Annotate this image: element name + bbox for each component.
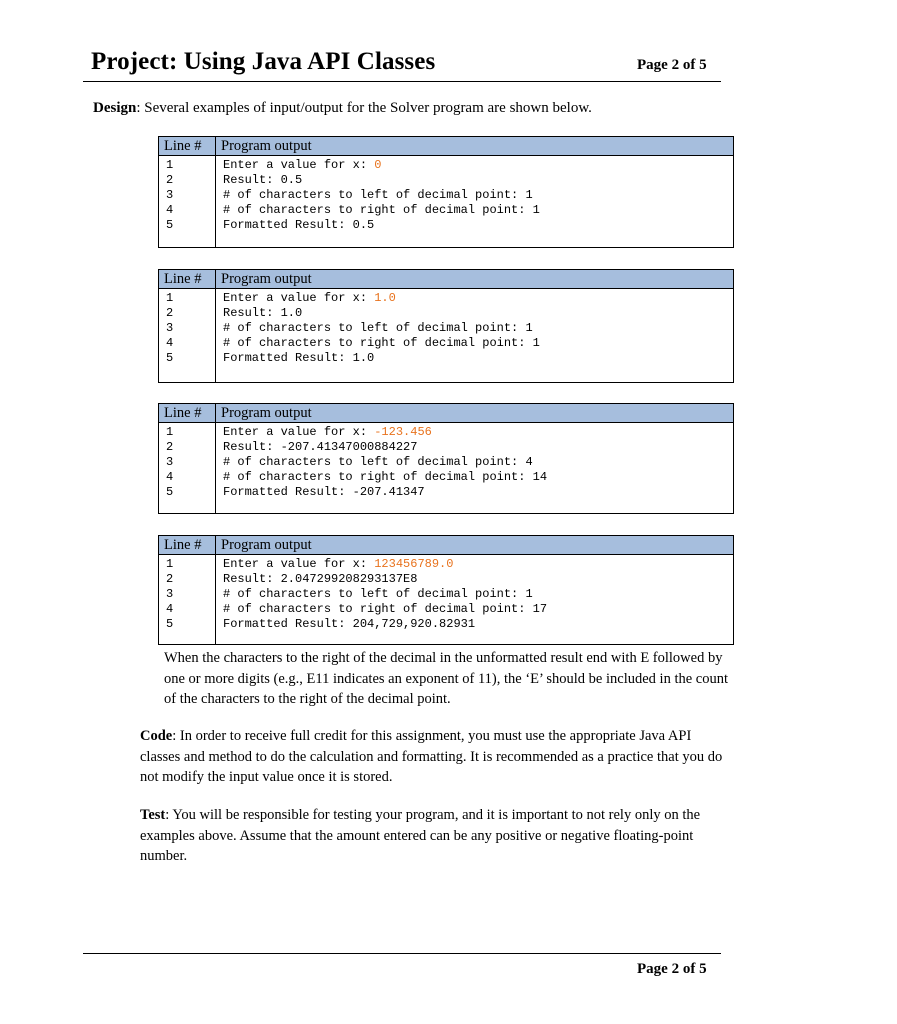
output-line: # of characters to left of decimal point: 1 xyxy=(223,321,533,335)
input-value: -123.456 xyxy=(374,425,432,439)
output-line: Result: -207.41347000884227 xyxy=(223,440,418,454)
line-number: 2 xyxy=(166,572,174,586)
output-lines-cell xyxy=(216,423,734,514)
line-number: 2 xyxy=(166,306,174,320)
output-line: # of characters to left of decimal point: 1 xyxy=(223,188,533,202)
output-table-4 xyxy=(158,535,734,645)
line-number-header: Line # xyxy=(159,270,216,289)
input-value: 0 xyxy=(374,158,382,172)
output-line: Result: 1.0 xyxy=(223,306,303,320)
line-number-header: Line # xyxy=(159,137,216,156)
output-line: # of characters to right of decimal point: 1 xyxy=(223,336,540,350)
program-output-header: Program output xyxy=(216,137,734,156)
code-paragraph xyxy=(140,726,732,788)
line-number: 4 xyxy=(166,602,174,616)
program-output-header: Program output xyxy=(216,536,734,555)
output-table-2 xyxy=(158,269,734,383)
output-line xyxy=(223,291,728,306)
line-number: 1 xyxy=(166,425,174,439)
line-number: 3 xyxy=(166,455,174,469)
line-number-header: Line # xyxy=(159,404,216,423)
line-number: 1 xyxy=(166,291,174,305)
design-paragraph xyxy=(93,100,592,117)
output-line xyxy=(223,425,728,440)
design-label: Design xyxy=(93,100,137,116)
line-number: 2 xyxy=(166,173,174,187)
output-line: Formatted Result: -207.41347 xyxy=(223,485,425,499)
output-line xyxy=(223,158,728,173)
output-line: # of characters to left of decimal point: 1 xyxy=(223,587,533,601)
output-line: Formatted Result: 1.0 xyxy=(223,351,375,365)
program-output-header: Program output xyxy=(216,404,734,423)
line-numbers-cell xyxy=(159,156,216,248)
output-line: Formatted Result: 0.5 xyxy=(223,218,375,232)
line-number: 3 xyxy=(166,188,174,202)
line-number: 3 xyxy=(166,321,174,335)
output-line: # of characters to right of decimal point: 17 xyxy=(223,602,548,616)
input-value: 123456789.0 xyxy=(374,557,454,571)
output-line: Result: 2.047299208293137E8 xyxy=(223,572,418,586)
output-line: # of characters to left of decimal point: 4 xyxy=(223,455,533,469)
code-label: Code xyxy=(140,728,173,744)
output-prompt: Enter a value for x: xyxy=(223,425,375,439)
line-number: 5 xyxy=(166,617,174,631)
line-number: 5 xyxy=(166,218,174,232)
header-page-number: Page 2 of 5 xyxy=(637,57,707,73)
line-number-header: Line # xyxy=(159,536,216,555)
line-number: 3 xyxy=(166,587,174,601)
output-lines-cell xyxy=(216,555,734,645)
line-number: 4 xyxy=(166,470,174,484)
line-number: 5 xyxy=(166,351,174,365)
output-lines-cell xyxy=(216,156,734,248)
footer-divider xyxy=(83,953,721,954)
output-line: # of characters to right of decimal point: 1 xyxy=(223,203,540,217)
output-lines-cell xyxy=(216,289,734,383)
output-line: # of characters to right of decimal point: 14 xyxy=(223,470,548,484)
line-numbers-cell xyxy=(159,289,216,383)
header-divider xyxy=(83,81,721,82)
output-prompt: Enter a value for x: xyxy=(223,291,375,305)
footer-page-number: Page 2 of 5 xyxy=(637,961,707,977)
output-line: Formatted Result: 204,729,920.82931 xyxy=(223,617,476,631)
line-number: 1 xyxy=(166,557,174,571)
line-number: 2 xyxy=(166,440,174,454)
line-numbers-cell xyxy=(159,555,216,645)
exponent-note: When the characters to the right of the decimal in the unformatted result end with E followed by one or more digits (e.g., E11 indicates an exponent of 11), the ‘E’ should be included in the count of the characters to the right of the decimal point. xyxy=(164,650,729,707)
input-value: 1.0 xyxy=(374,291,396,305)
output-line: Result: 0.5 xyxy=(223,173,303,187)
output-table-3 xyxy=(158,403,734,514)
output-table-1 xyxy=(158,136,734,248)
line-number: 1 xyxy=(166,158,174,172)
test-text: : You will be responsible for testing your program, and it is important to not rely only on the examples above. Assume that the amount entered can be any positive or negative floating-point number. xyxy=(140,807,701,864)
output-line xyxy=(223,557,728,572)
line-number: 4 xyxy=(166,336,174,350)
design-text: : Several examples of input/output for the Solver program are shown below. xyxy=(136,100,592,116)
output-prompt: Enter a value for x: xyxy=(223,557,375,571)
test-paragraph xyxy=(140,805,732,867)
line-number: 5 xyxy=(166,485,174,499)
page-title: Project: Using Java API Classes xyxy=(91,48,436,75)
line-numbers-cell xyxy=(159,423,216,514)
code-text: : In order to receive full credit for this assignment, you must use the appropriate Java API classes and method to do the calculation and formatting. It is recommended as a practice that you do not modify the input value once it is stored. xyxy=(140,728,723,785)
program-output-header: Program output xyxy=(216,270,734,289)
test-label: Test xyxy=(140,807,166,823)
output-prompt: Enter a value for x: xyxy=(223,158,375,172)
line-number: 4 xyxy=(166,203,174,217)
